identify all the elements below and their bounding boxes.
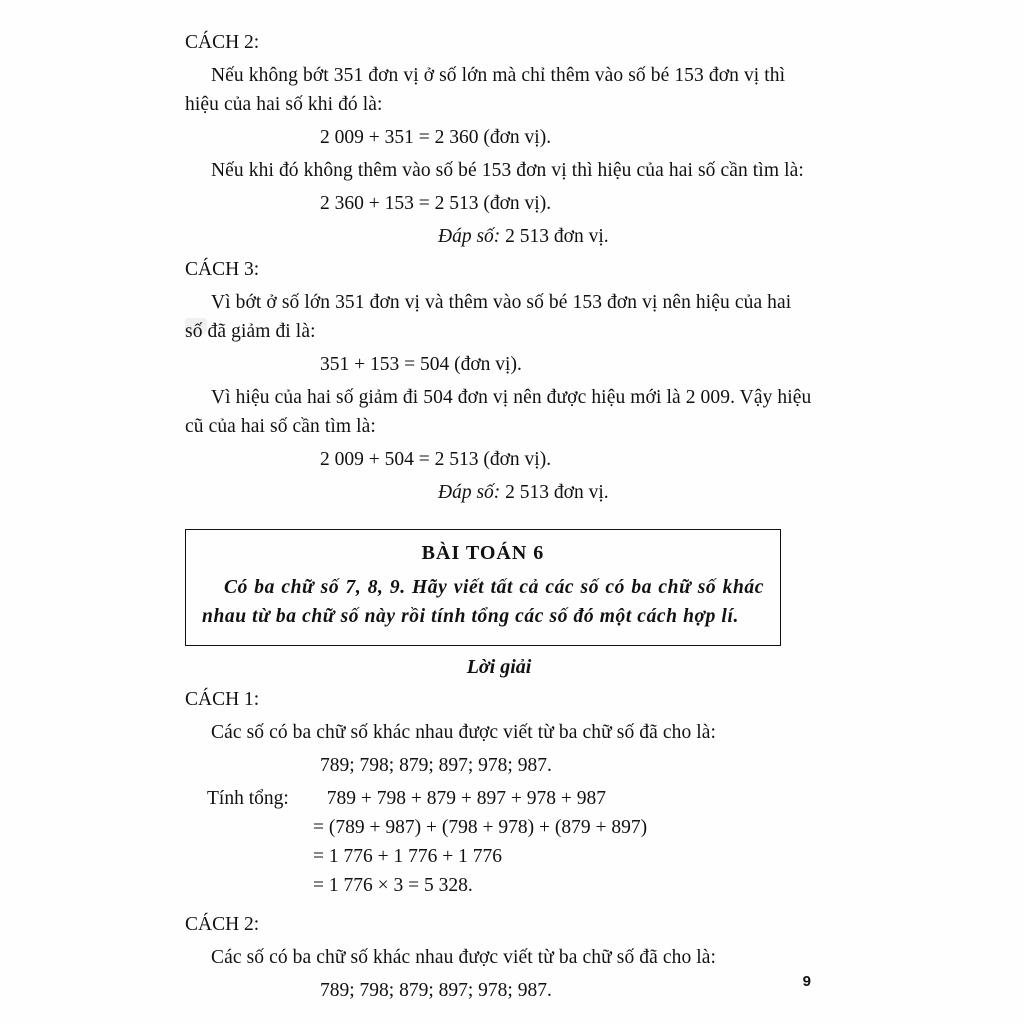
equation: 2 009 + 351 = 2 360 (đơn vị). (320, 127, 552, 148)
problem-box (185, 529, 781, 646)
problem-statement: Có ba chữ số 7, 8, 9. Hãy viết tất cả các số có ba chữ số khác nhau từ ba chữ số này rồi tính tổng các số đó một cách hợp lí. (202, 577, 764, 627)
section-heading-cach-2-b: CÁCH 2: (185, 914, 260, 935)
answer-label: Đáp số: (438, 482, 501, 503)
equation: 351 + 153 = 504 (đơn vị). (320, 354, 522, 375)
problem-title: BÀI TOÁN 6 (421, 542, 545, 564)
equation: 2 360 + 153 = 2 513 (đơn vị). (320, 193, 552, 214)
equation: 789; 798; 879; 897; 978; 987. (320, 980, 552, 1001)
paragraph: Nếu không bớt 351 đơn vị ở số lớn mà chỉ thêm vào số bé 153 đơn vị thì hiệu của hai số khi đó là: (185, 65, 791, 115)
sum-calculation-line (185, 784, 813, 813)
calculation-step: = (789 + 987) + (798 + 978) + (879 + 897) (313, 817, 648, 838)
calculation-step: = 1 776 × 3 = 5 328. (313, 875, 473, 896)
equation: 2 009 + 504 = 2 513 (đơn vị). (320, 449, 552, 470)
page-content (185, 28, 817, 1005)
section-heading-cach-1: CÁCH 1: (185, 689, 260, 710)
answer-value: 2 513 đơn vị. (505, 226, 609, 247)
paragraph: Vì bớt ở số lớn 351 đơn vị và thêm vào số bé 153 đơn vị nên hiệu của hai số đã giảm đi là: (185, 292, 797, 342)
paragraph: Các số có ba chữ số khác nhau được viết từ ba chữ số đã cho là: (211, 947, 717, 968)
solution-label: Lời giải (466, 656, 532, 678)
paragraph: Nếu khi đó không thêm vào số bé 153 đơn vị thì hiệu của hai số cần tìm là: (211, 160, 804, 181)
answer-label: Đáp số: (438, 226, 501, 247)
paragraph: Vì hiệu của hai số giảm đi 504 đơn vị nên được hiệu mới là 2 009. Vậy hiệu cũ của hai số cần tìm là: (185, 387, 817, 437)
section-heading-cach-2: CÁCH 2: (185, 32, 260, 53)
answer-line (185, 478, 813, 507)
section-heading-cach-3: CÁCH 3: (185, 259, 260, 280)
sum-expression: 789 + 798 + 879 + 897 + 978 + 987 (326, 788, 607, 809)
sum-label: Tính tổng: (207, 788, 289, 809)
calculation-step: = 1 776 + 1 776 + 1 776 (313, 846, 502, 867)
page-number: 9 (802, 973, 811, 990)
answer-value: 2 513 đơn vị. (505, 482, 609, 503)
answer-line (185, 222, 813, 251)
equation: 789; 798; 879; 897; 978; 987. (320, 755, 552, 776)
paragraph: Các số có ba chữ số khác nhau được viết từ ba chữ số đã cho là: (211, 722, 717, 743)
